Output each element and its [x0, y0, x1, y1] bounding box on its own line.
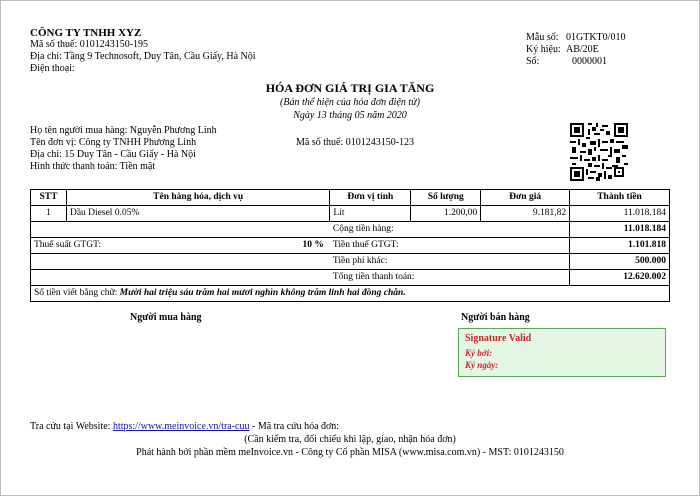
- seller-phone: Điện thoại:: [30, 63, 75, 74]
- col-header-stt: STT: [31, 190, 67, 206]
- total-row: [31, 270, 670, 286]
- total-value: 12.620.002: [570, 270, 670, 286]
- table-row: [31, 206, 670, 222]
- vat-amount-label: Tiền thuế GTGT:: [330, 238, 570, 254]
- seller-name: CÔNG TY TNHH XYZ: [30, 27, 142, 39]
- buyer-unit: Tên đơn vị: Công ty TNHH Phương Linh: [30, 137, 197, 148]
- vat-rate-cell: [31, 238, 330, 254]
- serial-label: Ký hiệu:: [526, 44, 561, 55]
- lookup-link[interactable]: https://www.meinvoice.vn/tra-cuu: [112, 421, 250, 432]
- amount-in-words-row: [31, 286, 670, 302]
- cell-unit: Lít: [330, 206, 411, 222]
- invoice-number-value: 0000001: [572, 56, 607, 67]
- cell-quantity: 1.200,00: [411, 206, 481, 222]
- other-fee-value: 500.000: [570, 254, 670, 270]
- cell-stt: 1: [31, 206, 67, 222]
- subtotal-row: [31, 222, 670, 238]
- col-header-quantity: Số lượng: [411, 190, 481, 206]
- cell-amount: 11.018.184: [570, 206, 670, 222]
- vat-rate-value: 10 %: [302, 240, 324, 250]
- amount-in-words-label: Số tiền viết bằng chữ:: [34, 288, 118, 298]
- total-label: Tổng tiền thanh toán:: [330, 270, 570, 286]
- amount-in-words-value: Mười hai triệu sáu trăm hai mươi nghìn không trăm linh hai đồng chẵn.: [119, 288, 406, 298]
- col-header-unit: Đơn vị tính: [330, 190, 411, 206]
- seller-tax-code: Mã số thuế: 0101243150-195: [30, 39, 149, 50]
- buyer-tax-code: Mã số thuế: 0101243150-123: [296, 137, 415, 148]
- cell-item: Dầu Diesel 0.05%: [66, 206, 329, 222]
- payment-method: Hình thức thanh toán: Tiền mặt: [30, 161, 156, 172]
- issuer-line: Phát hành bởi phần mềm meInvoice.vn - Công ty Cổ phần MISA (www.misa.com.vn) - MST: 0101243150: [136, 447, 564, 458]
- signature-valid-text: Signature Valid: [465, 333, 532, 344]
- other-fee-row: [31, 254, 670, 270]
- other-fee-label: Tiền phí khác:: [330, 254, 570, 270]
- invoice-number-label: Số:: [526, 56, 540, 67]
- signed-by-label: Ký bởi:: [465, 348, 493, 358]
- signed-date-label: Ký ngày:: [465, 360, 499, 370]
- items-table: [30, 189, 670, 302]
- vat-amount-value: 1.101.818: [570, 238, 670, 254]
- buyer-address: Địa chỉ: 15 Duy Tân - Cầu Giấy - Hà Nội: [30, 149, 196, 160]
- invoice-subtitle: (Bản thể hiện của hóa đơn điện tử): [280, 97, 420, 108]
- qr-code-icon: [570, 123, 628, 181]
- col-header-price: Đơn giá: [481, 190, 570, 206]
- lookup-prefix: Tra cứu tại Website:: [30, 421, 111, 432]
- vat-row: [31, 238, 670, 254]
- subtotal-value: 11.018.184: [570, 222, 670, 238]
- lookup-line: [30, 421, 339, 432]
- subtotal-label: Cộng tiền hàng:: [330, 222, 570, 238]
- lookup-suffix: - Mã tra cứu hóa đơn:: [252, 421, 340, 432]
- cell-price: 9.181,82: [481, 206, 570, 222]
- form-label: Mẫu số:: [526, 32, 559, 43]
- invoice-date: Ngày 13 tháng 05 năm 2020: [293, 110, 407, 121]
- check-note: (Cần kiểm tra, đối chiếu khi lập, giao, nhận hóa đơn): [244, 434, 456, 445]
- form-value: 01GTKT0/010: [566, 32, 626, 43]
- seller-signature-label: Người bán hàng: [461, 312, 530, 323]
- buyer-signature-label: Người mua hàng: [130, 312, 202, 323]
- table-header-row: [31, 190, 670, 206]
- digital-signature-box: [458, 328, 666, 377]
- serial-value: AB/20E: [566, 44, 599, 55]
- col-header-item: Tên hàng hóa, dịch vụ: [66, 190, 329, 206]
- buyer-name: Họ tên người mua hàng: Nguyễn Phương Linh: [30, 125, 217, 136]
- invoice-title: HÓA ĐƠN GIÁ TRỊ GIA TĂNG: [265, 81, 435, 95]
- seller-address: Địa chỉ: Tầng 9 Technosoft, Duy Tân, Cầu Giấy, Hà Nội: [30, 51, 256, 62]
- vat-rate-label: Thuế suất GTGT:: [34, 240, 102, 250]
- col-header-amount: Thành tiền: [570, 190, 670, 206]
